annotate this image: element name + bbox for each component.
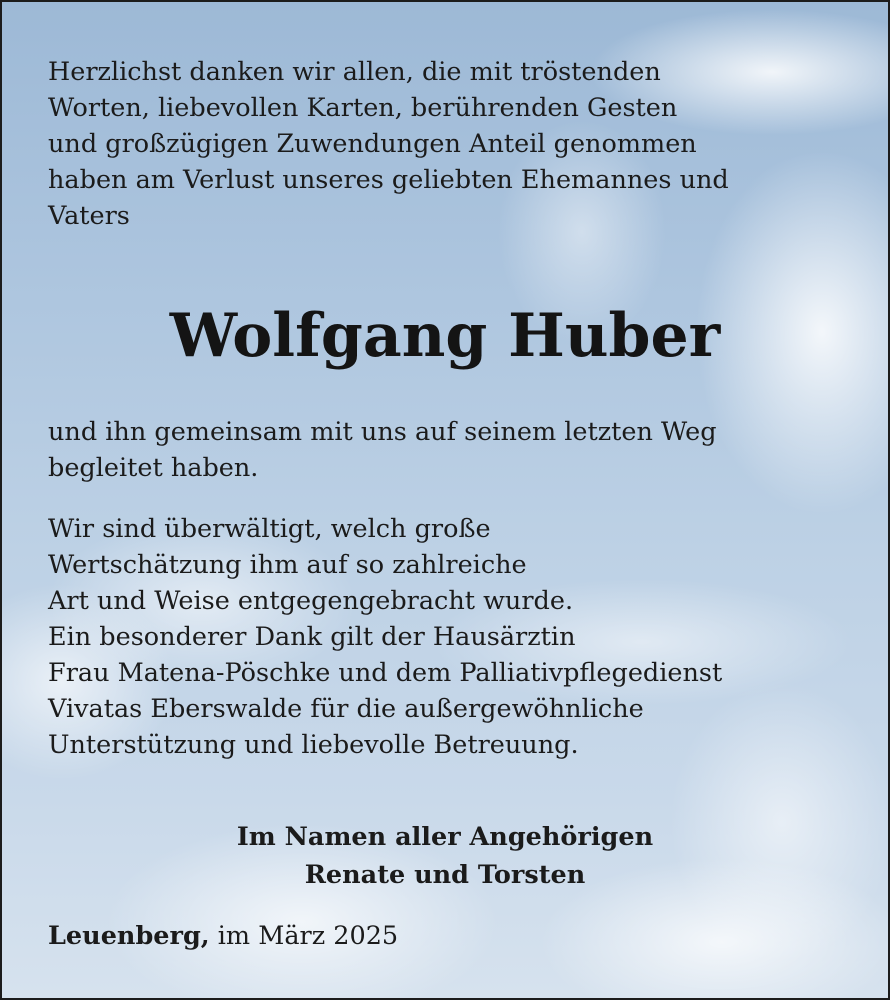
thanks-line: Frau Matena-Pöschke und dem Palliativpflegedienst [48, 658, 723, 688]
thanks-paragraph [48, 511, 848, 763]
thanks-line: Vivatas Eberswalde für die außergewöhnliche [48, 694, 644, 724]
date-text: im März 2025 [209, 921, 399, 951]
place-and-date [48, 918, 848, 954]
thanks-line: Ein besonderer Dank gilt der Hausärztin [48, 622, 576, 652]
signature-block [2, 818, 888, 894]
thanks-line: Art und Weise entgegengebracht wurde. [48, 586, 574, 616]
middle-paragraph [48, 414, 848, 486]
signature-relatives: Im Namen aller Angehörigen [236, 822, 654, 852]
middle-line: und ihn gemeinsam mit uns auf seinem letzten Weg [48, 417, 717, 447]
deceased-name: Wolfgang Huber [169, 301, 721, 371]
signature-names: Renate und Torsten [304, 860, 586, 890]
intro-line: Herzlichst danken wir allen, die mit tröstenden [48, 57, 661, 87]
place-name: Leuenberg, [48, 921, 210, 951]
thanks-line: Wir sind überwältigt, welch große [48, 514, 491, 544]
intro-line: Worten, liebevollen Karten, berührenden Gesten [48, 93, 678, 123]
intro-paragraph [48, 54, 848, 234]
middle-line: begleitet haben. [48, 453, 259, 483]
thanks-line: Unterstützung und liebevolle Betreuung. [48, 730, 579, 760]
intro-line: haben am Verlust unseres geliebten Ehemannes und [48, 165, 729, 195]
thanks-line: Wertschätzung ihm auf so zahlreiche [48, 550, 527, 580]
intro-line: und großzügigen Zuwendungen Anteil genommen [48, 129, 697, 159]
intro-line: Vaters [48, 201, 130, 231]
